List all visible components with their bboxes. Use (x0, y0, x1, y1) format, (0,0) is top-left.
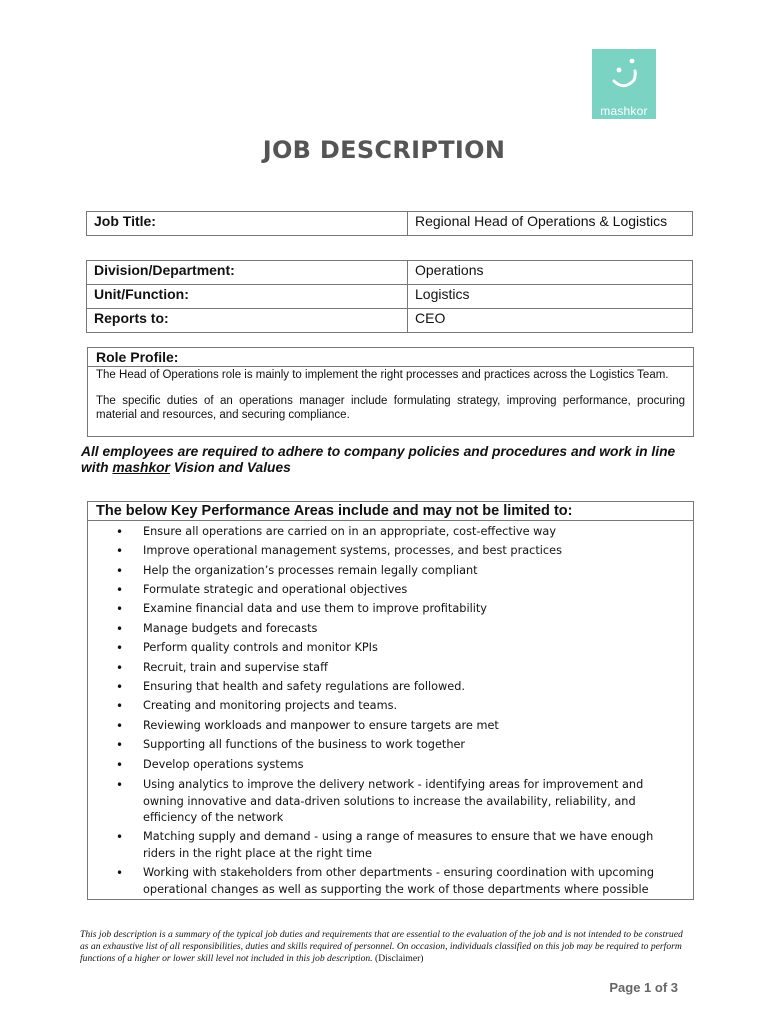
kpa-box (87, 501, 694, 900)
kpa-item: • Matching supply and demand - using a range of measures to ensure that we have enough riders in the right place at the right time (88, 829, 673, 862)
kpa-list (88, 524, 693, 898)
policy-notice (81, 444, 701, 476)
kpa-item: • Reviewing workloads and manpower to ensure targets are met (88, 718, 673, 735)
division-value: Operations (408, 261, 693, 285)
kpa-item: • Develop operations systems (88, 757, 673, 774)
role-profile-box (87, 347, 694, 437)
job-title-value: Regional Head of Operations & Logistics (408, 212, 693, 236)
kpa-item: • Recruit, train and supervise staff (88, 660, 673, 677)
notice-brand: mashkor (112, 460, 170, 475)
details-row-unit (87, 285, 693, 309)
kpa-item: • Improve operational management systems, processes, and best practices (88, 543, 673, 560)
reports-label: Reports to: (87, 309, 408, 333)
disclaimer-text: This job description is a summary of the typical job duties and requirements that are essential to the evaluation of the job and is not intended to be construed as an exhaustive list of all responsibilities, duties and skills required of personnel. On occasion, individuals classified on this job may be required to perform functions of a higher or lower skill level not included in this job description. (80, 929, 683, 964)
role-profile-heading: Role Profile: (88, 348, 693, 367)
job-title-table (86, 211, 693, 236)
kpa-item: • Manage budgets and forecasts (88, 621, 673, 638)
notice-text-before: All employees are required to adhere to company policies and procedures and work in line with (81, 444, 676, 475)
kpa-item: • Supporting all functions of the business to work together (88, 737, 673, 754)
details-table (86, 260, 693, 333)
kpa-heading: The below Key Performance Areas include and may not be limited to: (88, 502, 693, 521)
page-title: JOB DESCRIPTION (262, 136, 506, 164)
role-profile-paragraph-2: The specific duties of an operations manager include formulating strategy, improving performance, procuring material and resources, and securing compliance. (96, 395, 685, 421)
kpa-item: • Ensure all operations are carried on in an appropriate, cost-effective way (88, 524, 673, 541)
kpa-item: • Creating and monitoring projects and teams. (88, 698, 673, 715)
division-label: Division/Department: (87, 261, 408, 285)
kpa-item: • Using analytics to improve the delivery network - identifying areas for improvement and owning innovative and data-driven solutions to increase the availability, reliability, and efficiency of the network (88, 777, 673, 827)
company-logo (592, 49, 656, 119)
logo-text: mashkor (600, 104, 648, 118)
page-number: Page 1 of 3 (609, 980, 678, 995)
smile-icon (606, 55, 642, 95)
job-title-row (87, 212, 693, 236)
reports-value: CEO (408, 309, 693, 333)
unit-value: Logistics (408, 285, 693, 309)
disclaimer-tag: (Disclaimer) (375, 953, 424, 964)
role-profile-paragraph-1: The Head of Operations role is mainly to implement the right processes and practices across the Logistics Team. (96, 369, 669, 381)
notice-text-after: Vision and Values (169, 460, 291, 475)
details-row-division (87, 261, 693, 285)
role-profile-body (88, 367, 693, 422)
kpa-item: • Perform quality controls and monitor KPIs (88, 640, 673, 657)
kpa-item: • Help the organization’s processes remain legally compliant (88, 563, 673, 580)
details-row-reports (87, 309, 693, 333)
disclaimer (80, 929, 692, 965)
kpa-item: • Working with stakeholders from other departments - ensuring coordination with upcoming operational changes as well as supporting the work of those departments where possible (88, 865, 673, 898)
unit-label: Unit/Function: (87, 285, 408, 309)
job-title-label: Job Title: (87, 212, 408, 236)
kpa-item: • Examine financial data and use them to improve profitability (88, 601, 673, 618)
kpa-item: • Ensuring that health and safety regulations are followed. (88, 679, 673, 696)
kpa-item: • Formulate strategic and operational objectives (88, 582, 673, 599)
